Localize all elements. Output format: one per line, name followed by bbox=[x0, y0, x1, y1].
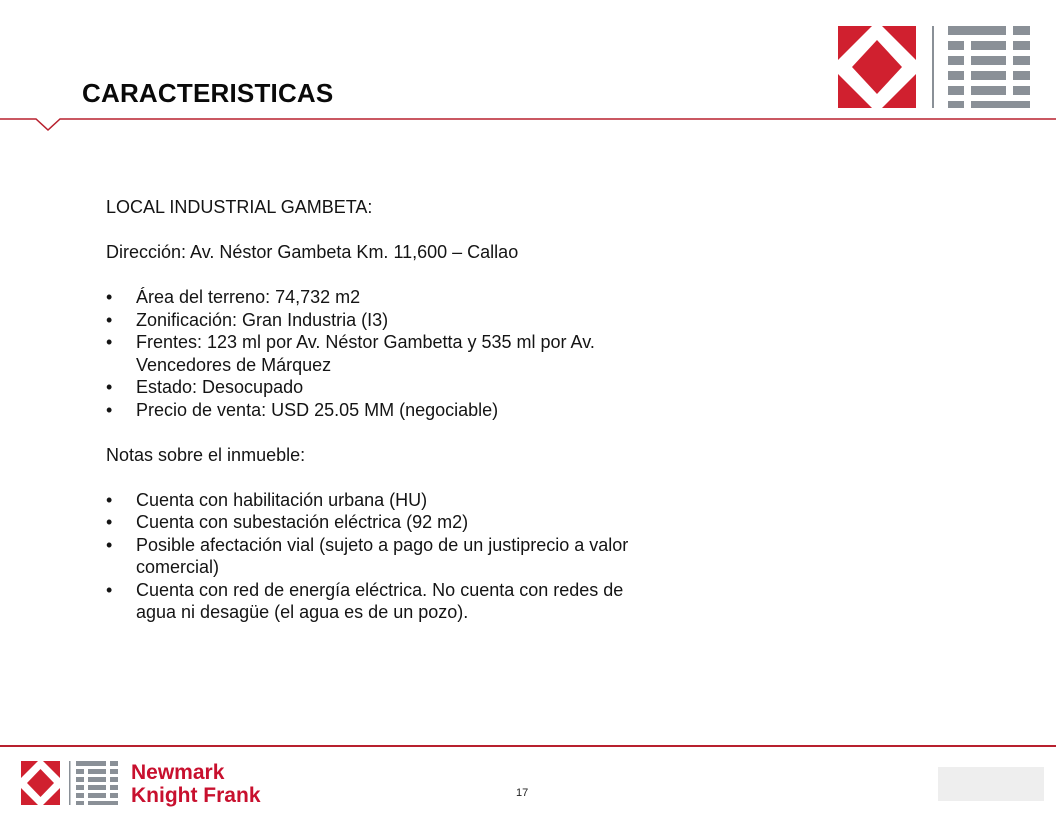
nkf-logo-icon bbox=[20, 760, 120, 806]
list-item: • Área del terreno: 74,732 m2 bbox=[106, 286, 666, 309]
features-list bbox=[106, 286, 666, 421]
brand-name bbox=[131, 761, 261, 807]
list-item: • Posible afectación vial (sujeto a pago de un justiprecio a valor comercial) bbox=[106, 534, 666, 579]
property-name: LOCAL INDUSTRIAL GAMBETA: bbox=[106, 197, 373, 217]
header-divider bbox=[0, 112, 1056, 132]
nkf-logo-icon bbox=[836, 24, 1032, 110]
property-address: Dirección: Av. Néstor Gambeta Km. 11,600 – Callao bbox=[106, 242, 519, 262]
list-item: • Frentes: 123 ml por Av. Néstor Gambetta y 535 ml por Av. Vencedores de Márquez bbox=[106, 331, 666, 376]
notes-list bbox=[106, 489, 666, 624]
footer-divider bbox=[0, 745, 1056, 747]
list-item: • Zonificación: Gran Industria (I3) bbox=[106, 309, 666, 332]
list-item: • Cuenta con subestación eléctrica (92 m2) bbox=[106, 511, 666, 534]
footer-placeholder-box bbox=[938, 767, 1044, 801]
list-item: • Precio de venta: USD 25.05 MM (negociable) bbox=[106, 399, 666, 422]
brand-line-knight-frank: Knight Frank bbox=[131, 784, 261, 807]
list-item: • Cuenta con habilitación urbana (HU) bbox=[106, 489, 666, 512]
brand-line-newmark: Newmark bbox=[131, 761, 225, 784]
page-title: CARACTERISTICAS bbox=[82, 78, 334, 108]
list-item: • Estado: Desocupado bbox=[106, 376, 666, 399]
page-number: 17 bbox=[516, 787, 529, 799]
list-item: • Cuenta con red de energía eléctrica. No cuenta con redes de agua ni desagüe (el agua es de un pozo). bbox=[106, 579, 666, 624]
property-details bbox=[106, 196, 666, 624]
notes-heading: Notas sobre el inmueble: bbox=[106, 444, 306, 465]
